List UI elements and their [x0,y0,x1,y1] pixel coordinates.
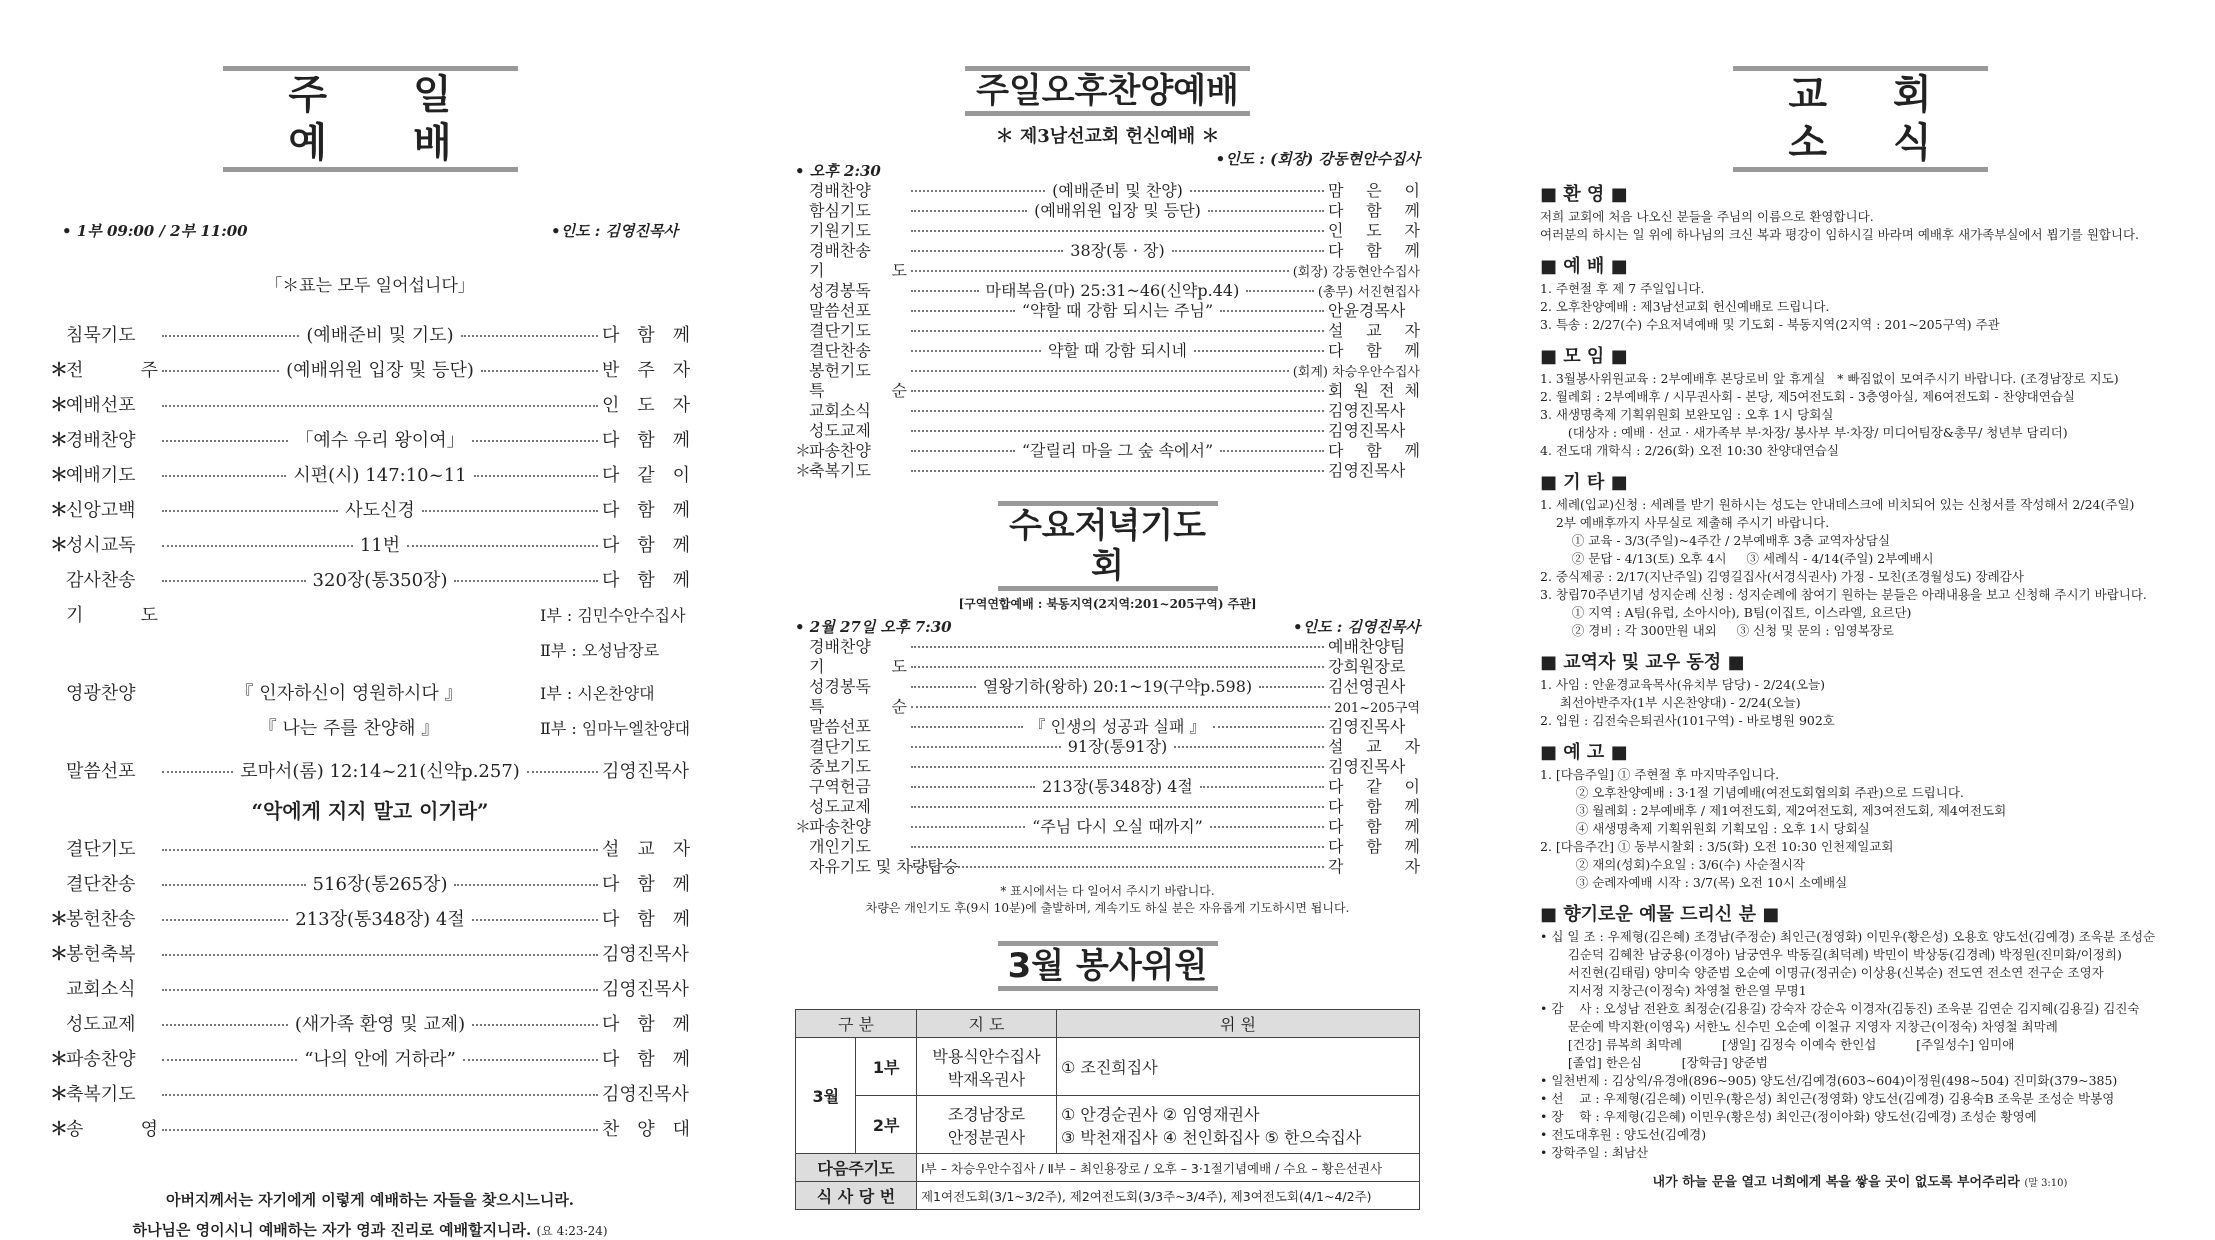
wednesday-leader: •인도 : 김영진목사 [1293,618,1420,636]
news-line: ② 재의(성회)수요일 : 3/6(수) 사순절시작 [1540,857,1805,872]
news-line: 1. 3월봉사위원교육 : 2부예배후 본당로비 앞 휴게실 * 빠짐없이 모여주시기 바랍니다. (조경남장로 지도) [1540,371,2119,386]
order-label: 성도교제 [809,797,871,816]
order-row [795,737,1420,757]
news-line: 2. [다음주간] ① 동부시찰회 : 3/5(화) 오전 10:30 인천제일교회 [1540,839,1894,854]
news-line: 3. 창립70주년기념 성지순례 신청 : 성지순례에 참여기 원하는 분들은 아래내용을 보고 신청해 주시기 바랍니다. [1540,587,2147,602]
meeting-heading: ■ 모 임 ■ [1540,346,1628,367]
order-row [795,381,1420,401]
order-person: 강희원장로 [1328,657,1406,676]
order-row [50,493,690,528]
order-row [795,837,1420,857]
order-person: (회장) 강동현안수집사 [1292,265,1420,280]
order-label: 신앙고백 [66,500,136,521]
order-row-prayer: 기 도 Ⅰ부 : 김민수안수집사 [66,605,686,626]
service-leader: •인도 : 김영진목사 [551,222,678,240]
order-label: 경배찬양 [809,181,871,200]
order-label: 경배찬양 [809,637,871,656]
order-label: 전 주 [66,360,158,381]
order-content: 열왕기하(왕하) 20:1~19(구약p.598) [982,677,1253,696]
news-line: (대상자 : 예배 · 선교 · 새가족부 부·차장/ 봉사부 부·차장/ 미디어팀장&총무/ 청년부 담리더) [1540,425,2068,440]
order-content: 213장(통348장) 4절 [295,909,465,930]
news-line: 2. 중식제공 : 2/17(지난주일) 김영길집사(서경식권사) 가정 - 모친(조경월성도) 장례감사 [1540,569,2024,584]
order-content: “갈릴리 마을 그 숲 속에서” [1021,441,1214,460]
notice-list [1540,766,2180,892]
order-row [795,281,1420,301]
sunday-service-column [50,0,690,1240]
sunday-service-title: 주 일 예 배 [223,66,518,172]
volunteer-title: 3월 봉사위원 [998,941,1218,991]
order-row [795,181,1420,201]
order-label: 기 도 [809,261,907,280]
order-person: 김영진목사 [1328,421,1406,440]
order-person: 다 함 께 [1328,441,1421,460]
order-content: (예배준비 및 찬양) [1052,181,1183,200]
order-label: 파송찬양 [809,817,871,836]
order-content: (예배위원 입장 및 등단) [286,360,474,381]
order-row [795,441,1420,461]
order-label: 성경봉독 [809,281,871,300]
news-line: 김순덕 김혜찬 남궁용(이경아) 남궁연우 박동길(최덕례) 박민이 박상동(김경례) 박정원(진미화/이정희) [1540,947,2122,962]
stand-mark: ＊ [50,465,68,486]
order-label: 예배선포 [66,395,136,416]
order-person: 다 함 께 [602,325,690,346]
order-person: 다 함 께 [1328,201,1421,220]
order-content: 약할 때 강함 되시네 [1048,341,1187,360]
order-content: 사도신경 [345,500,415,521]
news-line: 지서정 지창근(이정숙) 차영철 한은열 무명1 [1540,983,1807,998]
order-label: 결단기도 [809,321,871,340]
order-content: 38장(통 · 장) [1070,241,1165,260]
order-label: 결단찬송 [809,341,871,360]
order-person: 김영진목사 [1328,461,1406,480]
afternoon-subtitle: ＊ 제3남선교회 헌신예배 ＊ [995,126,1220,147]
order-row [50,1042,690,1077]
order-person: 인 도 자 [1328,221,1420,240]
order-person: 다 함 께 [1328,341,1420,360]
order-label: 축복기도 [809,461,871,480]
order-row [795,657,1420,677]
afternoon-meta [795,148,1420,181]
news-line: ① 지역 : A팀(유럽, 소아시아), B팀(이집트, 이스라엘, 요르단) [1540,605,1912,620]
order-person: 설 교 자 [602,839,690,860]
order-person: (총무) 서진현집사 [1317,285,1420,300]
service-time-row [50,220,690,241]
order-of-service [50,318,690,598]
afternoon-leader: •인도 : (회장) 강동현안수집사 [1215,150,1420,168]
order-row [795,817,1420,837]
order-label: 파송찬양 [809,441,871,460]
etc-list [1540,496,2180,640]
news-line: • 전도대후원 : 양도선(김예경) [1540,1127,1707,1142]
order-row [50,1007,690,1042]
news-line: 저희 교회에 처음 나오신 분들을 주님의 이름으로 환영합니다. [1540,209,1874,224]
news-line: 1. 사임 : 안윤경교육목사(유치부 담당) - 2/24(오늘) [1540,677,1825,692]
order-person: 설 교 자 [1328,737,1421,756]
stand-mark: ＊ [50,944,68,965]
order-person: 201~205구역 [1334,701,1420,716]
afternoon-order [795,181,1420,481]
order-row [795,717,1420,737]
order-label: 축복기도 [66,1084,136,1105]
staff-news-heading: ■ 교역자 및 교우 동정 ■ [1540,652,1745,673]
order-label: 말씀선포 [809,717,871,736]
order-person: 다 함 께 [602,500,690,521]
offering-heading: ■ 향기로운 예물 드리신 분 ■ [1540,904,1780,925]
wednesday-subtitle: [구역연합예배 : 북동지역(2지역:201~205구역) 주관] [958,597,1257,611]
order-label: 파송찬양 [66,1049,136,1070]
order-person: 김영진목사 [602,944,689,965]
order-row [50,1077,690,1112]
afternoon-time: • 오후 2:30 [795,162,881,180]
news-line: 2부 예배후까지 사무실로 제출해 주시기 바랍니다. [1540,515,1830,530]
stand-mark: ＊ [50,1084,68,1105]
church-news-column [1540,0,2180,1240]
order-row-glory: 영광찬양 『 인자하신이 영원하시다 』 Ⅰ부 : 시온찬양대 [66,683,655,704]
order-label: 말씀선포 [809,301,871,320]
order-row [50,353,690,388]
order-content: 91장(통91장) [1067,737,1168,756]
offering-list [1540,928,2180,1162]
stand-mark: ＊ [50,535,68,556]
order-person: 다 함 께 [602,1014,691,1035]
afternoon-service-column [795,0,1420,1240]
order-content: (새가족 환영 및 교제) [294,1014,466,1035]
order-label: 특 순 [809,697,907,716]
closing-verse: 아버지께서는 자기에게 이렇게 예배하는 자들을 찾으시느니라. 하나님은 영이시니 예배하는 자가 영과 진리로 예배할지니라. (요 4:23-24) [132,1191,608,1239]
order-row [795,797,1420,817]
order-row [50,972,690,1007]
wednesday-meta [795,616,1420,637]
order-row [50,1112,690,1147]
news-line: 1. 주현절 후 제 7 주일입니다. [1540,281,1705,296]
order-label: 경배찬송 [809,241,871,260]
order-person: 다 함 께 [602,430,691,451]
volunteer-table: 구 분 지 도 위 원 3월 1부 박용식안수집사 박재옥권사 ① 조진희집사 2부 조경남장로 안정분권사 ① 안경순권사 ② 임영재권사 ③ 박천재집사 ④ 천인화집사 ⑤ 한으숙집사 다음주기도 Ⅰ부 – 차승우안수집사 / Ⅱ부 – 최인용장로 / 오후 – 3·1절기념예배 / 수요 – 황은선권사 식 사 당 번 제1여전도회(3/1~3/2주), 제2여전도회(3/3주~3/4주), 제3여전도회(4/1~4/2주) [795,1009,1420,1210]
order-label: 자유기도 및 차량탑승 [809,857,959,876]
order-row [795,361,1420,381]
closing-verse-news: 내가 하늘 문을 열고 너희에게 복을 쌓을 곳이 없도록 부어주리라 (말 3:10) [1652,1175,2068,1190]
meeting-list [1540,370,2180,460]
news-line: • 선 교 : 우제형(김은혜) 이민우(황은성) 최인근(정영화) 양도선(김예경) 김용숙B 조욱분 조성순 박봉영 [1540,1091,2115,1106]
order-person: 김영진목사 [1328,717,1406,736]
news-line: 3. 특송 : 2/27(수) 수요저녁예배 및 기도회 - 북동지역(2지역 : 201~205구역) 주관 [1540,317,2000,332]
order-of-service-2 [50,832,690,1147]
worship-heading: ■ 예 배 ■ [1540,256,1628,277]
wednesday-service-title: 수요저녁기도회 [998,501,1218,591]
stand-mark: ＊ [50,500,68,521]
order-person: (회계) 차승우안수집사 [1292,365,1420,380]
order-content: (예배준비 및 기도) [306,325,454,346]
order-label: 구역헌금 [809,777,871,796]
order-person: 다 같 이 [602,465,690,486]
order-person: 김영진목사 [602,1084,689,1105]
news-line: ③ 월례회 : 2부예배후 / 제1여전도회, 제2여전도회, 제3여전도회, 제4여전도회 [1540,803,2007,818]
order-label: 교회소식 [809,401,871,420]
order-person: 맘 은 이 [1328,181,1421,200]
news-line: 4. 전도대 개학식 : 2/26(화) 오전 10:30 찬양대연습실 [1540,443,1839,458]
news-line: ① 교육 - 3/3(주일)~4주간 / 2부예배후 3층 교역자상담실 [1540,533,1891,548]
news-line: ② 오후찬양예배 : 3·1절 기념예배(여전도회협의회 주관)으로 드립니다. [1540,785,1964,800]
order-person: 다 같 이 [1328,777,1420,796]
news-line: • 장 학 : 우제형(김은혜) 이민우(황은성) 최인근(정이아화) 양도선(김예경) 조성순 황영예 [1540,1109,2037,1124]
order-content: 「예수 우리 왕이여」 [295,430,465,451]
order-row-word: 말씀선포 로마서(롬) 12:14~21(신약p.257) 김영진목사 [66,761,689,782]
order-row [795,301,1420,321]
order-person: 김영진목사 [1328,401,1406,420]
order-person: 예배찬양팀 [1328,637,1406,656]
order-label: 결단기도 [66,839,136,860]
order-person: 각 자 [1328,857,1420,876]
order-row [50,318,690,353]
order-content: 시편(시) 147:10~11 [293,465,467,486]
order-person: 반 주 자 [602,360,691,381]
order-label: 송 영 [66,1119,158,1140]
order-row [795,341,1420,361]
order-person: 다 함 께 [1328,797,1420,816]
order-content: 『 인생의 성공과 실패 』 [1029,717,1206,736]
stand-mark: ＊ [50,430,68,451]
order-content: 320장(통350장) [312,570,448,591]
order-label: 감사찬송 [66,570,136,591]
order-person: 인 도 자 [602,395,690,416]
order-label: 성시교독 [66,535,136,556]
order-label: 성도교제 [809,421,871,440]
etc-heading: ■ 기 타 ■ [1540,472,1628,493]
order-label: 경배찬양 [66,430,136,451]
order-person: 다 함 께 [602,909,691,930]
order-row [50,937,690,972]
order-row-glory-2: 『 나는 주를 찬양해 』 Ⅱ부 : 임마누엘찬양대 [258,718,691,739]
worship-list [1540,280,2180,334]
order-person: 다 함 께 [1328,817,1421,836]
church-news-title: 교 회 소 식 [1733,66,1988,172]
order-label: 예배기도 [66,465,136,486]
standing-note: 「＊표는 모두 일어섭니다」 [265,276,475,296]
news-line: 2. 월례회 : 2부예배후 / 시무권사회 - 본당, 제5여전도회 - 3층영아실, 제6여전도회 - 찬양대연습실 [1540,389,2075,404]
order-label: 침묵기도 [66,325,136,346]
welcome-list [1540,208,2180,244]
order-person: 회 원 전 체 [1328,381,1420,400]
order-person: 찬 양 대 [602,1119,690,1140]
wednesday-notes: * 표시에서는 다 일어서 주시기 바랍니다. 차량은 개인기도 후(9시 10분)에 출발하며, 계속기도 하실 분은 자유롭게 기도하시면 됩니다. [865,884,1350,915]
news-line: ③ 순례자예배 시작 : 3/7(목) 오전 10시 소예배실 [1540,875,1848,890]
order-row [50,528,690,563]
order-row [795,401,1420,421]
news-line: 여러분의 하시는 일 위에 하나님의 크신 복과 평강이 임하시길 바라며 예배후 새가족부실에서 뵙기를 원합니다. [1540,227,2140,242]
order-label: 특 순 [809,381,907,400]
order-row [795,261,1420,281]
notice-heading: ■ 예 고 ■ [1540,742,1628,763]
news-line: 2. 입원 : 김전숙은퇴권사(101구역) - 바로병원 902호 [1540,713,1835,728]
order-row [50,423,690,458]
order-label: 성도교제 [66,1014,136,1035]
stand-mark: ＊ [795,441,812,460]
order-row [795,461,1420,481]
order-row [795,777,1420,797]
order-row [50,458,690,493]
news-line: 최선아반주자(1부 시온찬양대) - 2/24(오늘) [1540,695,1801,710]
order-row [795,857,1420,877]
news-line: • 일천번제 : 김상익/유경애(896~905) 양도선/김예경(603~604)이정원(498~504) 진미화(379~385) [1540,1073,2118,1088]
order-person: 김선영권사 [1328,677,1406,696]
order-person: 김영진목사 [1328,757,1406,776]
order-label: 결단찬송 [66,874,136,895]
order-content: 11번 [359,535,401,556]
order-row [50,388,690,423]
stand-mark: ＊ [795,817,812,836]
order-content: “주님 다시 오실 때까지” [1032,817,1203,836]
order-label: 성경봉독 [809,677,871,696]
stand-mark: ＊ [795,461,812,480]
order-content: “약할 때 강함 되시는 주님” [1021,301,1214,320]
order-label: 결단기도 [809,737,871,756]
news-line: 2. 오후찬양예배 : 제3남선교회 헌신예배로 드립니다. [1540,299,1830,314]
order-row [795,677,1420,697]
order-row [50,902,690,937]
news-line: ② 경비 : 각 300만원 내외 ③ 신청 및 문의 : 임영복장로 [1540,623,1894,638]
order-person: 다 함 께 [602,535,691,556]
news-line: 서진현(김태림) 양미숙 양준범 오순예 이명규(정귀순) 이상용(신복순) 전도연 전소연 전구순 조영자 [1540,965,2104,980]
order-person: 다 함 께 [602,1049,691,1070]
order-row [795,697,1420,717]
news-line: 문순예 박지환(이영옥) 서한노 신수민 오순예 이철규 지영자 지창근(이정숙) 차영철 최막례 [1540,1019,2058,1034]
order-label: 개인기도 [809,837,871,856]
order-row [795,757,1420,777]
wednesday-order [795,637,1420,877]
order-content: 마태복음(마) 25:31~46(신약p.44) [985,281,1240,300]
order-row [50,867,690,902]
news-line: • 십 일 조 : 우제형(김은혜) 조경남(주정순) 최인근(정영화) 이민우(황은성) 오용호 양도선(김예경) 조욱분 조성순 [1540,929,2156,944]
order-label: 봉헌축복 [66,944,136,965]
news-line: 1. 세례(입교)신청 : 세례를 받기 원하시는 성도는 안내데스크에 비치되어 있는 신청서를 작성해서 2/24(주일) [1540,497,2135,512]
order-content: “나의 안에 거하라” [304,1049,456,1070]
order-person: 안윤경목사 [1328,301,1406,320]
order-row-prayer-2: Ⅱ부 : 오성남장로 [540,641,660,660]
wednesday-time: • 2월 27일 오후 7:30 [795,618,952,636]
order-label: 교회소식 [66,979,136,1000]
news-line: • 장학주일 : 최남산 [1540,1145,1649,1160]
order-label: 중보기도 [809,757,871,776]
news-line: ② 문답 - 4/13(토) 오후 4시 ③ 세례식 - 4/14(주일) 2부예배시 [1540,551,1934,566]
stand-mark: ＊ [50,1119,68,1140]
order-label: 함심기도 [809,201,871,220]
order-row [795,321,1420,341]
order-row [795,241,1420,261]
order-label: 봉헌찬송 [66,909,136,930]
order-content: (예배위원 입장 및 등단) [1034,201,1201,220]
stand-mark: ＊ [50,360,68,381]
service-time: • 1부 09:00 / 2부 11:00 [62,222,248,240]
welcome-heading: ■ 환 영 ■ [1540,184,1628,205]
order-row [795,221,1420,241]
order-row [795,421,1420,441]
stand-mark: ＊ [50,395,68,416]
order-person: 다 함 께 [1328,837,1420,856]
order-label: 기원기도 [809,221,871,240]
sermon-title: “악에게 지지 말고 이기라” [251,799,489,823]
order-person: 다 함 께 [1328,241,1421,260]
news-line: 1. [다음주일] ① 주현절 후 마지막주입니다. [1540,767,1780,782]
afternoon-service-title: 주일오후찬양예배 [965,66,1250,116]
order-person: 다 함 께 [602,570,691,591]
news-line: [졸업] 한은심 [장학금] 양준범 [1540,1055,1768,1070]
news-line: [건강] 류복희 최막례 [생일] 김정숙 이예숙 한인섭 [주일성수] 임미애 [1540,1037,2015,1052]
order-person: 설 교 자 [1328,321,1420,340]
stand-mark: ＊ [50,1049,68,1070]
order-row [795,201,1420,221]
news-line: 3. 새생명축제 기획위원회 보완모임 : 오후 1시 당회실 [1540,407,1834,422]
order-label: 기 도 [809,657,907,676]
stand-mark: ＊ [50,909,68,930]
order-label: 봉헌기도 [809,361,871,380]
order-person: 다 함 께 [602,874,691,895]
order-row [50,832,690,867]
order-content: 516장(통265장) [312,874,448,895]
order-person: 김영진목사 [602,979,689,1000]
order-content: 213장(통348장) 4절 [1042,777,1193,796]
order-row [795,637,1420,657]
news-line: • 감 사 : 오성남 전완호 최정순(김용길) 강숙자 강순옥 이경자(김동진) 조욱분 김연순 김지혜(김용길) 김진숙 [1540,1001,2140,1016]
news-line: ④ 새생명축제 기획위원회 기획모임 : 오후 1시 당회실 [1540,821,1870,836]
staff-news-list [1540,676,2180,730]
order-row [50,563,690,598]
